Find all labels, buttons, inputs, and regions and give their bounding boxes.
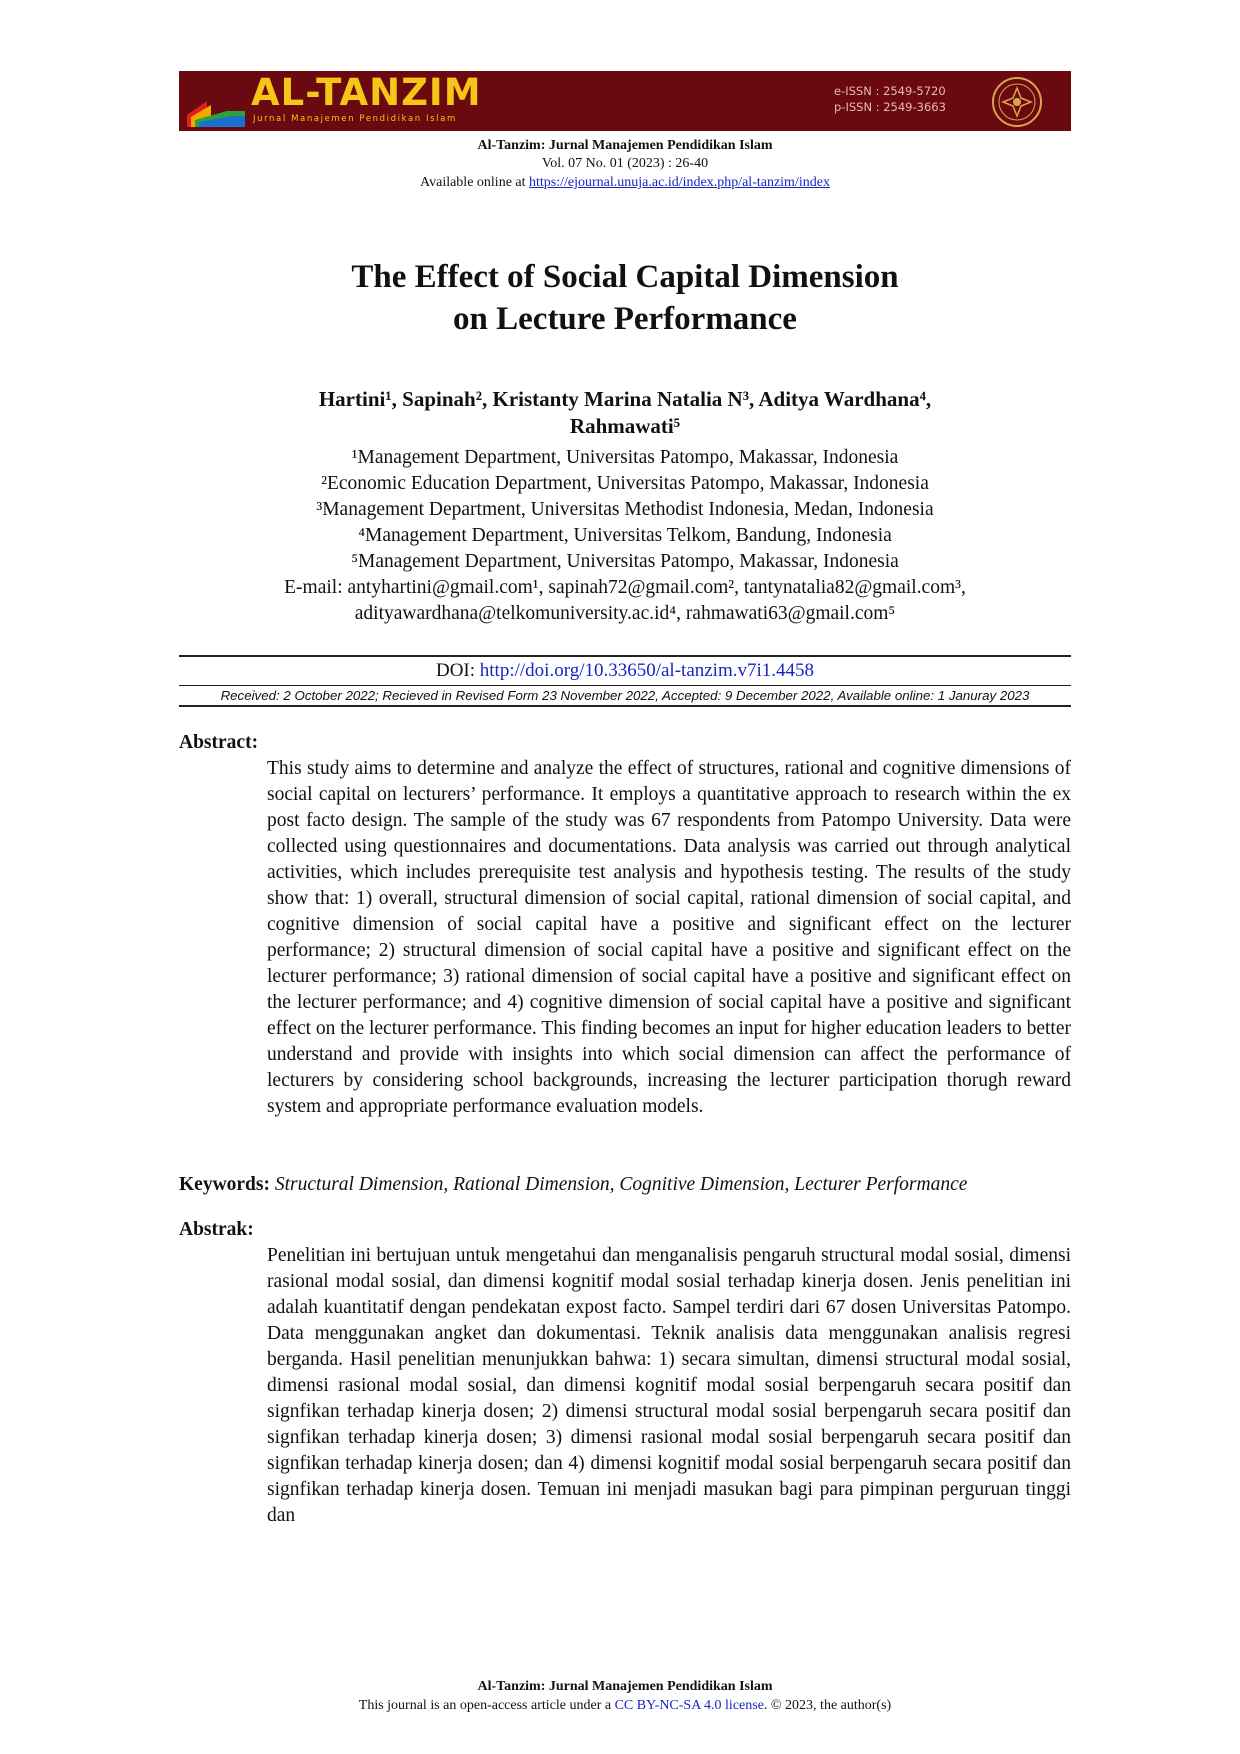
email-line-2: adityawardhana@telkomuniversity.ac.id⁴, rahmawati63@gmail.com⁵ xyxy=(354,603,896,624)
affiliation-4: ⁴Management Department, Universitas Telkom, Bandung, Indonesia xyxy=(358,525,892,546)
available-prefix: Available online at xyxy=(420,175,530,190)
eissn: e-ISSN : 2549-5720 xyxy=(834,84,946,98)
title-line-2: on Lecture Performance xyxy=(453,301,797,337)
doi-link[interactable]: http://doi.org/10.33650/al-tanzim.v7i1.4458 xyxy=(479,660,815,681)
affiliations xyxy=(179,445,1071,627)
doi-label: DOI: xyxy=(435,660,480,681)
abstrak-text: Penelitian ini bertujuan untuk mengetahui dan menganalisis pengaruh structural modal sosial, dimensi rasional modal sosial, dan dimensi kognitif modal sosial terhadap kinerja dosen. Jenis penelitian ini adalah kuantitatif dengan pendekatan expost facto. Sampel terdiri dari 67 dosen Universitas Patompo. Data menggunakan angket dan dokumentasi. Teknik analisis data menggunakan analisis regresi berganda. Hasil penelitian menunjukkan bahwa: 1) secara simultan, dimensi structural modal sosial, dimensi rasional modal sosial, dan dimensi kognitif modal sosial berpengaruh secara positif dan signfikan terhadap kinerja dosen; 2) dimensi structural modal sosial berpengaruh secara positif dan signfikan terhadap kinerja dosen; 3) dimensi rasional modal sosial berpengaruh secara positif dan signfikan terhadap kinerja dosen; dan 4) dimensi kognitif modal sosial berpengaruh secara positif dan signfikan terhadap kinerja dosen. Temuan ini menjadi masukan bagi para pimpinan perguruan tinggi dan xyxy=(267,1245,1071,1526)
title-line-1: The Effect of Social Capital Dimension xyxy=(351,259,899,295)
authors-line-2: Rahmawati⁵ xyxy=(569,414,681,438)
pissn: p-ISSN : 2549-3663 xyxy=(834,100,946,114)
doi-bottom-rule xyxy=(179,705,1071,707)
available-online xyxy=(179,174,1071,192)
doi-top-rule xyxy=(179,655,1071,657)
authors-line-1: Hartini¹, Sapinah², Kristanty Marina Natalia N³, Aditya Wardhana⁴, xyxy=(318,387,932,411)
affiliation-1: ¹Management Department, Universitas Patompo, Makassar, Indonesia xyxy=(351,447,899,468)
license-link[interactable]: CC BY-NC-SA 4.0 license xyxy=(614,1698,764,1713)
issn-block xyxy=(834,83,946,115)
abstract-text: This study aims to determine and analyze the effect of structures, rational and cognitive dimensions of social capital on lecturers’ performance. It employs a quantitative approach to research within the ex post facto design. The sample of the study was 67 respondents from Patompo University. Data were collected using questionnaires and documentations. Data analysis was carried out through analytical activities, which includes prerequisite test analysis and hypothesis testing. The results of the study show that: 1) overall, structural dimension of social capital, rational dimension of social capital, and cognitive dimension of social capital have a positive and significant effect on the lecturer performance; 2) structural dimension of social capital have a positive and significant effect on the lecturer performance; 3) rational dimension of social capital have a positive and significant effect on the lecturer performance; and 4) cognitive dimension of social capital have a positive and significant effect on the lecturer performance. This finding becomes an input for higher education leaders to better understand and provide with insights into which social dimension can affect the performance of lecturers by considering school backgrounds, increasing the lecturer participation thorugh reward system and appropriate performance evaluation models. xyxy=(267,758,1071,1117)
abstract-heading: Abstract: xyxy=(179,732,259,753)
journal-banner xyxy=(179,71,1071,131)
license-suffix: . © 2023, the author(s) xyxy=(763,1698,892,1713)
author-list xyxy=(179,386,1071,440)
license-prefix: This journal is an open-access article under a xyxy=(358,1698,615,1713)
keywords-label: Keywords: xyxy=(179,1174,275,1195)
keywords-list: Structural Dimension, Rational Dimension, Cognitive Dimension, Lecturer Performance xyxy=(274,1174,968,1195)
affiliation-2: ²Economic Education Department, Universitas Patompo, Makassar, Indonesia xyxy=(321,473,929,494)
university-seal-icon xyxy=(991,76,1043,128)
affiliation-3: ³Management Department, Universitas Methodist Indonesia, Medan, Indonesia xyxy=(316,499,934,520)
doi xyxy=(179,659,1071,683)
affiliation-5: ⁵Management Department, Universitas Patompo, Makassar, Indonesia xyxy=(351,551,899,572)
email-line-1: E-mail: antyhartini@gmail.com¹, sapinah72@gmail.com², tantynatalia82@gmail.com³, xyxy=(284,577,966,598)
journal-logo-subtitle: Jurnal Manajemen Pendidikan Islam xyxy=(253,114,457,124)
abstrak-heading: Abstrak: xyxy=(179,1219,254,1240)
journal-logo-mark xyxy=(187,93,247,127)
footer-journal-name: Al-Tanzim: Jurnal Manajemen Pendidikan Islam xyxy=(477,1679,773,1694)
journal-logo-text: AL-TANZIM xyxy=(251,71,482,114)
journal-volume: Vol. 07 No. 01 (2023) : 26-40 xyxy=(541,156,709,171)
article-dates: Received: 2 October 2022; Recieved in Revised Form 23 November 2022, Accepted: 9 December 2022, Available online: 1 Januray 2023 xyxy=(220,688,1030,703)
doi-mid-rule xyxy=(179,685,1071,686)
article-title xyxy=(179,256,1071,340)
footer-license xyxy=(179,1697,1071,1715)
journal-url-link[interactable]: https://ejournal.unuja.ac.id/index.php/al-tanzim/index xyxy=(529,175,830,190)
journal-name: Al-Tanzim: Jurnal Manajemen Pendidikan Islam xyxy=(477,138,773,153)
keywords xyxy=(179,1172,967,1198)
